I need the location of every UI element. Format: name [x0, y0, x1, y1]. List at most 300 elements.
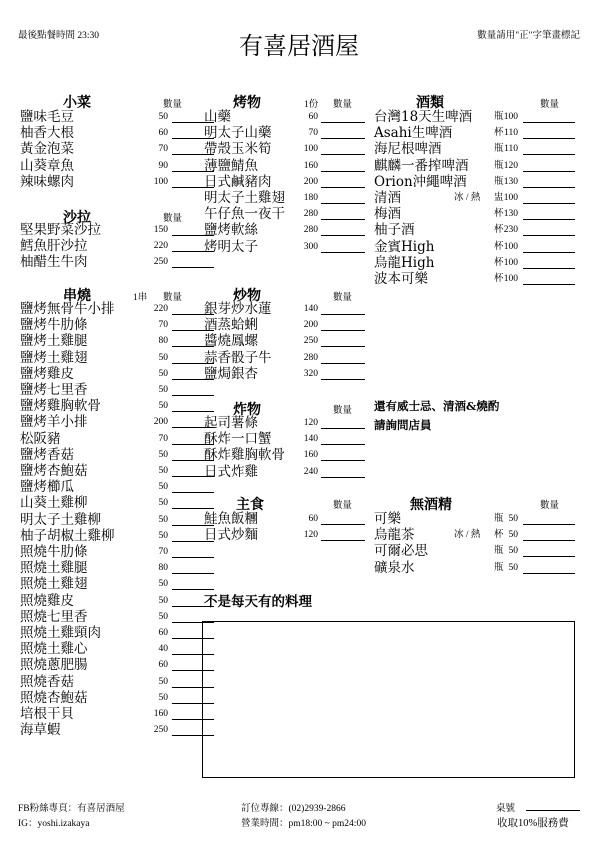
facebook-page: FB粉絲專頁：有喜居酒屋: [18, 804, 125, 814]
qty-header: 數量: [163, 293, 183, 303]
menu-item: [204, 366, 374, 382]
item-price: 100: [503, 241, 518, 252]
quantity-tally-line[interactable]: [523, 154, 575, 155]
menu-item: [374, 125, 584, 141]
item-price: 120: [303, 530, 318, 541]
item-price: 250: [303, 336, 318, 347]
item-price: 70: [158, 320, 168, 331]
qty-header: 數量: [333, 406, 353, 416]
item-price: 300: [303, 241, 318, 252]
item-name: 鹽焗銀杏: [204, 365, 258, 382]
item-name: 堅果野菜沙拉: [20, 222, 101, 238]
item-name: 台灣18天生啤酒: [374, 109, 473, 125]
item-temperature-option: 冰 / 熱: [454, 530, 481, 541]
item-price: 160: [153, 709, 168, 719]
item-name: 可樂: [374, 511, 401, 527]
item-name: 照燒七里香: [20, 608, 88, 625]
menu-item: [20, 609, 200, 625]
item-name: 午仔魚一夜干: [204, 206, 285, 223]
quantity-tally-line[interactable]: [523, 524, 575, 525]
quantity-tally-line[interactable]: [321, 460, 365, 461]
quantity-tally-line[interactable]: [321, 330, 365, 331]
menu-item: [20, 109, 200, 125]
menu-item: [20, 690, 200, 706]
menu-item: [374, 511, 584, 527]
item-unit: 杯: [494, 274, 504, 284]
item-price: 150: [153, 225, 168, 235]
item-name: 金賓High: [374, 238, 435, 255]
quantity-tally-line[interactable]: [523, 187, 575, 188]
item-price: 220: [153, 304, 168, 314]
item-name: 鹽烤土雞腿: [20, 333, 88, 350]
item-unit: 杯: [494, 128, 504, 139]
item-name: 梅酒: [374, 206, 401, 223]
item-price: 100: [503, 112, 518, 122]
item-price: 250: [153, 725, 168, 736]
item-unit: 瓶: [494, 160, 504, 171]
item-price: 160: [303, 160, 318, 171]
last-order-time: 最後點餐時間 23:30: [18, 31, 100, 41]
item-price: 50: [158, 466, 168, 476]
quantity-tally-line[interactable]: [321, 235, 365, 236]
item-price: 160: [303, 450, 318, 461]
item-name: 麒麟一番搾啤酒: [374, 157, 469, 174]
item-price: 50: [158, 692, 168, 703]
item-name: 明太子土雞柳: [20, 511, 101, 528]
item-name: 照燒蔥肥腸: [20, 657, 88, 674]
special-dishes-title: 不是每天有的料理: [204, 594, 312, 610]
item-name: 松阪豬: [20, 430, 61, 447]
item-price: 100: [303, 144, 318, 155]
item-price: 200: [153, 417, 168, 428]
instagram-handle: IG：yoshi.izakaya: [18, 819, 90, 829]
menu-item: [20, 544, 200, 560]
item-unit: 瓶: [494, 514, 504, 524]
menu-item: [20, 512, 200, 528]
section-title-chuanshao: 串燒: [63, 288, 91, 304]
item-unit: 瓶: [494, 176, 504, 187]
menu-item: [20, 317, 200, 333]
item-price: 50: [508, 530, 518, 541]
menu-item: [204, 464, 374, 480]
item-price: 280: [303, 225, 318, 236]
quantity-tally-line[interactable]: [321, 540, 365, 541]
menu-item: [20, 222, 200, 238]
menu-item: [20, 431, 200, 447]
quantity-tally-line[interactable]: [321, 187, 365, 188]
qty-header: 數量: [163, 100, 183, 110]
item-name: 照燒杏鮑菇: [20, 689, 88, 706]
quantity-tally-line[interactable]: [321, 363, 365, 364]
menu-item: [374, 141, 584, 157]
item-price: 100: [153, 176, 168, 187]
quantity-tally-line[interactable]: [523, 203, 575, 204]
menu-item: [374, 109, 584, 125]
item-price: 70: [308, 128, 318, 139]
menu-item: [374, 543, 584, 559]
item-price: 220: [153, 241, 168, 252]
item-unit: 杯: [494, 225, 504, 236]
quantity-tally-line[interactable]: [321, 524, 365, 525]
quantity-tally-line[interactable]: [523, 235, 575, 236]
item-price: 50: [508, 562, 518, 573]
quantity-tally-line[interactable]: [523, 284, 575, 285]
menu-item: [20, 447, 200, 463]
item-price: 50: [508, 514, 518, 524]
menu-item: [20, 382, 200, 398]
item-price: 200: [303, 176, 318, 187]
item-unit: 瓶: [494, 546, 504, 557]
menu-item: [204, 333, 374, 349]
item-price: 70: [158, 433, 168, 444]
item-price: 50: [158, 401, 168, 412]
restaurant-title: 有喜居酒屋: [239, 32, 359, 60]
item-name: 鹽烤香菇: [20, 446, 74, 463]
menu-item: [20, 238, 200, 254]
item-price: 50: [158, 385, 168, 395]
item-price: 280: [303, 209, 318, 220]
item-name: 日式炸雞: [204, 463, 258, 480]
table-number-label: 桌號: [496, 804, 516, 814]
menu-item: [20, 174, 200, 190]
item-unit: 杯: [494, 209, 504, 220]
item-name: 鹽味毛豆: [20, 109, 74, 125]
item-name: 照燒土雞頸肉: [20, 625, 101, 641]
menu-item: [374, 158, 584, 174]
item-name: 鹽烤無骨牛小排: [20, 301, 115, 317]
item-name: 培根干貝: [20, 706, 74, 722]
item-name: 山葵土雞柳: [20, 495, 88, 512]
service-fee-note: 收取10%服務費: [497, 818, 569, 829]
quantity-tally-line[interactable]: [523, 573, 575, 574]
item-name: 照燒土雞腿: [20, 560, 88, 577]
menu-item: [374, 206, 584, 222]
item-price: 80: [158, 336, 168, 347]
item-price: 50: [158, 514, 168, 525]
quantity-tally-line[interactable]: [321, 428, 365, 429]
quantity-tally-line[interactable]: [321, 171, 365, 172]
section-title-zhushi: 主食: [236, 497, 264, 513]
item-name: 照燒香菇: [20, 673, 74, 690]
item-name: 酥炸一口蟹: [204, 431, 272, 448]
item-price: 50: [158, 368, 168, 379]
quantity-tally-line[interactable]: [321, 122, 365, 123]
item-unit: 杯: [494, 530, 504, 541]
section-title-xiaocai: 小菜: [63, 95, 91, 111]
item-name: 鮭魚飯糰: [204, 511, 258, 527]
item-price: 100: [503, 193, 518, 203]
item-price: 100: [503, 274, 518, 284]
item-name: 鹽烤牛肋條: [20, 317, 88, 334]
qty-header: 數量: [540, 100, 560, 110]
item-name: 山葵章魚: [20, 157, 74, 174]
quantity-tally-line[interactable]: [321, 314, 365, 315]
menu-item: [204, 174, 374, 190]
item-name: 烏龍High: [374, 254, 435, 271]
menu-item: [20, 333, 200, 349]
quantity-tally-line[interactable]: [321, 219, 365, 220]
menu-item: [20, 366, 200, 382]
quantity-tally-line[interactable]: [321, 154, 365, 155]
quantity-tally-line[interactable]: [172, 508, 214, 509]
item-name: 蒜香骰子牛: [204, 349, 272, 366]
quantity-tally-line[interactable]: [523, 138, 575, 139]
item-price: 250: [153, 257, 168, 268]
item-price: 50: [158, 498, 168, 509]
quantity-tally-line[interactable]: [321, 203, 365, 204]
menu-item: [20, 722, 200, 738]
item-price: 50: [158, 595, 168, 606]
menu-item: [374, 190, 584, 206]
item-name: 鹽烤七里香: [20, 382, 88, 398]
quantity-tally-line[interactable]: [523, 219, 575, 220]
quantity-tally-line[interactable]: [523, 122, 575, 123]
item-price: 60: [158, 128, 168, 139]
item-name: 醬燒鳳螺: [204, 333, 258, 350]
section-title-chaowu: 炒物: [233, 288, 261, 304]
item-price: 110: [504, 144, 518, 155]
item-name: 礦泉水: [374, 559, 415, 576]
item-price: 50: [158, 112, 168, 122]
item-unit: 瓶: [494, 144, 504, 155]
item-name: 清酒: [374, 190, 401, 206]
quantity-tally-line[interactable]: [523, 556, 575, 557]
item-name: 海草蝦: [20, 722, 61, 739]
menu-item: [204, 511, 374, 527]
item-price: 60: [158, 628, 168, 638]
quantity-tally-line[interactable]: [321, 346, 365, 347]
menu-item: [20, 125, 200, 141]
menu-item: [204, 350, 374, 366]
item-name: 照燒雞皮: [20, 592, 74, 609]
item-price: 100: [503, 257, 518, 268]
menu-item: [374, 527, 584, 543]
menu-item: [20, 479, 200, 495]
menu-item: [20, 706, 200, 722]
quantity-tally-line[interactable]: [321, 444, 365, 445]
item-name: 可爾必思: [374, 543, 428, 560]
menu-item: [20, 593, 200, 609]
item-name: Asahi生啤酒: [374, 125, 453, 142]
item-name: 海尼根啤酒: [374, 141, 442, 158]
item-price: 70: [158, 144, 168, 155]
section-title-kaowu: 烤物: [233, 95, 261, 111]
quantity-tally-line[interactable]: [172, 395, 214, 396]
menu-item: [204, 125, 374, 141]
table-number-line[interactable]: [526, 810, 580, 811]
quantity-tally-line[interactable]: [523, 252, 575, 253]
item-price: 50: [158, 352, 168, 363]
item-name: 帶殼玉米筍: [204, 141, 272, 158]
menu-item: [20, 158, 200, 174]
item-name: 明太子土雞翅: [204, 190, 285, 206]
menu-item: [20, 141, 200, 157]
item-name: 照燒土雞心: [20, 641, 88, 658]
item-name: 銀芽炒水蓮: [204, 301, 272, 317]
menu-item: [20, 414, 200, 430]
menu-item: [204, 222, 374, 238]
tally-instruction: 數量請用"正"字筆畫標記: [477, 31, 580, 41]
section-title-jiulei: 酒類: [416, 95, 444, 111]
quantity-tally-line[interactable]: [523, 171, 575, 172]
menu-item: [20, 254, 200, 270]
menu-item: [204, 190, 374, 206]
menu-item: [204, 206, 374, 222]
item-unit: 瓶: [494, 112, 504, 122]
item-name: 黃金泡菜: [20, 141, 74, 158]
menu-item: [20, 495, 200, 511]
menu-item: [204, 239, 374, 255]
menu-item: [204, 415, 374, 431]
item-price: 90: [158, 160, 168, 171]
section-title-zhawu: 炸物: [233, 402, 261, 418]
item-name: 鹽烤雞胸軟骨: [20, 398, 101, 415]
quantity-tally-line[interactable]: [321, 379, 365, 380]
item-name: 酥炸雞胸軟骨: [204, 447, 285, 464]
quantity-tally-line[interactable]: [523, 540, 575, 541]
unit-header: 1串: [133, 293, 148, 303]
item-name: 鹽烤杏鮑菇: [20, 463, 88, 479]
special-dishes-box[interactable]: [202, 621, 575, 778]
item-name: 日式炒麵: [204, 527, 258, 544]
item-price: 60: [158, 660, 168, 671]
qty-header: 數量: [333, 501, 353, 511]
menu-item: [374, 255, 584, 271]
quantity-tally-line[interactable]: [321, 477, 365, 478]
item-price: 120: [303, 418, 318, 428]
item-price: 320: [303, 368, 318, 379]
item-name: 柚醋生牛肉: [20, 254, 88, 271]
item-unit: 瓶: [494, 562, 504, 573]
item-price: 50: [158, 676, 168, 687]
whisky-note-line1: 還有威士忌、清酒&燒酌: [374, 399, 500, 413]
whisky-note-line2: 請詢問店員: [374, 418, 432, 432]
item-name: 辣味螺肉: [20, 173, 74, 190]
item-price: 50: [158, 449, 168, 460]
menu-item: [374, 222, 584, 238]
item-price: 60: [308, 514, 318, 524]
menu-item: [374, 271, 584, 287]
menu-item: [374, 560, 584, 576]
item-price: 140: [303, 304, 318, 314]
quantity-tally-line[interactable]: [523, 268, 575, 269]
item-price: 60: [308, 112, 318, 122]
item-name: Orion沖繩啤酒: [374, 173, 467, 190]
item-unit: 杯: [494, 241, 504, 252]
item-name: 鹽烤櫛瓜: [20, 479, 74, 496]
qty-header: 數量: [163, 214, 183, 224]
quantity-tally-line[interactable]: [172, 573, 214, 574]
menu-item: [20, 674, 200, 690]
item-price: 240: [303, 466, 318, 477]
item-name: 酒蒸蛤蜊: [204, 317, 258, 334]
menu-item: [204, 431, 374, 447]
item-price: 80: [158, 563, 168, 574]
reservation-phone: 訂位專線：(02)2939-2866: [241, 804, 346, 814]
item-name: 日式鹹豬肉: [204, 173, 272, 190]
item-name: 鹽烤軟絲: [204, 222, 258, 239]
item-name: 烤明太子: [204, 238, 258, 255]
item-price: 50: [158, 482, 168, 493]
item-price: 110: [504, 128, 518, 139]
quantity-tally-line[interactable]: [321, 138, 365, 139]
item-name: 鱈魚肝沙拉: [20, 238, 88, 255]
item-name: 照燒土雞翅: [20, 576, 88, 593]
item-price: 180: [303, 193, 318, 203]
item-price: 50: [508, 546, 518, 557]
item-name: 波本可樂: [374, 271, 428, 287]
qty-header: 數量: [333, 293, 353, 303]
menu-item: [20, 576, 200, 592]
menu-item: [204, 158, 374, 174]
item-name: 山藥: [204, 109, 231, 125]
menu-item: [20, 301, 200, 317]
menu-item: [20, 657, 200, 673]
item-price: 40: [158, 644, 168, 655]
quantity-tally-line[interactable]: [172, 267, 214, 268]
item-price: 140: [303, 434, 318, 445]
item-price: 70: [158, 547, 168, 557]
quantity-tally-line[interactable]: [172, 557, 214, 558]
item-name: 照燒牛肋條: [20, 544, 88, 560]
item-name: 烏龍茶: [374, 527, 415, 544]
qty-header: 數量: [333, 100, 353, 110]
item-name: 鹽烤雞皮: [20, 365, 74, 382]
item-name: 柚子胡椒土雞柳: [20, 527, 115, 544]
quantity-tally-line[interactable]: [172, 411, 214, 412]
business-hours: 營業時間：pm18:00 ~ pm24:00: [241, 819, 366, 829]
quantity-tally-line[interactable]: [321, 252, 365, 253]
menu-item: [204, 141, 374, 157]
item-price: 50: [158, 611, 168, 622]
item-unit: 盅: [494, 193, 504, 203]
menu-item: [204, 317, 374, 333]
menu-item: [20, 641, 200, 657]
menu-item: [374, 174, 584, 190]
menu-item: [20, 560, 200, 576]
menu-item: [20, 398, 200, 414]
menu-item: [374, 239, 584, 255]
qty-header: 數量: [540, 501, 560, 511]
item-price: 130: [503, 209, 518, 220]
item-price: 130: [503, 176, 518, 187]
item-name: 柚香大根: [20, 125, 74, 142]
quantity-tally-line[interactable]: [172, 492, 214, 493]
item-price: 50: [158, 579, 168, 590]
menu-item: [204, 447, 374, 463]
menu-item: [20, 463, 200, 479]
item-name: 薄鹽鯖魚: [204, 157, 258, 174]
menu-item: [204, 301, 374, 317]
menu-item: [20, 528, 200, 544]
section-title-wujiu: 無酒精: [410, 497, 452, 513]
item-price: 230: [503, 225, 518, 236]
item-name: 鹽烤羊小排: [20, 414, 88, 431]
section-title-sala: 沙拉: [63, 210, 91, 226]
menu-item: [20, 350, 200, 366]
menu-item: [20, 625, 200, 641]
item-name: 鹽烤土雞翅: [20, 349, 88, 366]
item-temperature-option: 冰 / 熱: [454, 193, 481, 203]
item-price: 120: [503, 160, 518, 171]
menu-item: [204, 109, 374, 125]
unit-header: 1份: [304, 100, 319, 110]
menu-item: [204, 527, 374, 543]
item-name: 起司薯條: [204, 415, 258, 431]
item-price: 280: [303, 352, 318, 363]
item-price: 200: [303, 320, 318, 331]
item-price: 50: [158, 530, 168, 541]
